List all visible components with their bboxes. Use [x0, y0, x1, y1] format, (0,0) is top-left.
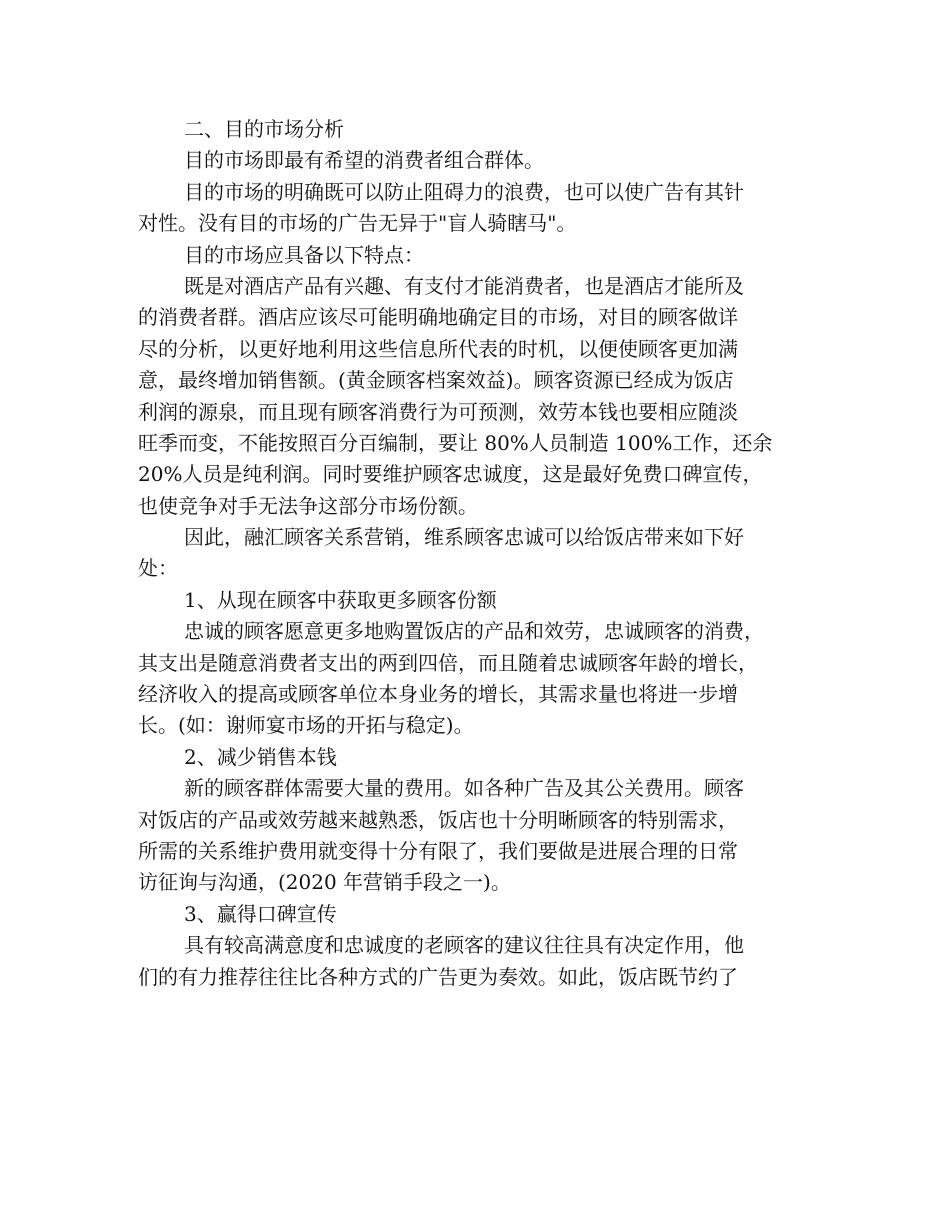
subsection-heading: 3、赢得口碑宣传 — [184, 901, 337, 926]
paragraph-line: 因此，融汇顾客关系营销，维系顾客忠诚可以给饭店带来如下好 — [184, 525, 744, 550]
paragraph-line: 旺季而变，不能按照百分百编制，要让 80%人员制造 100%工作，还余 — [138, 430, 773, 455]
paragraph-line: 目的市场应具备以下特点： — [184, 242, 424, 267]
paragraph-line: 目的市场即最有希望的消费者组合群体。 — [184, 148, 544, 173]
paragraph-line: 既是对酒店产品有兴趣、有支付才能消费者，也是酒店才能所及 — [184, 273, 744, 298]
paragraph-line: 利润的源泉，而且现有顾客消费行为可预测，效劳本钱也要相应随淡 — [138, 399, 738, 424]
paragraph-line: 忠诚的顾客愿意更多地购置饭店的产品和效劳，忠诚顾客的消费， — [184, 619, 764, 644]
subsection-heading: 2、减少销售本钱 — [184, 744, 337, 769]
paragraph-line: 新的顾客群体需要大量的费用。如各种广告及其公关费用。顾客 — [184, 776, 744, 801]
paragraph-line: 经济收入的提高或顾客单位本身业务的增长，其需求量也将进一步增 — [138, 682, 738, 707]
paragraph-line: 20%人员是纯利润。同时要维护顾客忠诚度，这是最好免费口碑宣传， — [138, 462, 763, 487]
paragraph-line: 目的市场的明确既可以防止阻碍力的浪费，也可以使广告有其针 — [184, 179, 744, 204]
paragraph-line: 其支出是随意消费者支出的两到四倍，而且随着忠诚顾客年龄的增长， — [138, 650, 758, 675]
subsection-heading: 1、从现在顾客中获取更多顾客份额 — [184, 587, 497, 612]
document-body — [138, 114, 822, 993]
paragraph-line: 尽的分析，以更好地利用这些信息所代表的时机，以便使顾客更加满 — [138, 336, 738, 361]
paragraph-line: 意，最终增加销售额。(黄金顾客档案效益)。顾客资源已经成为饭店 — [138, 368, 734, 393]
paragraph-line: 的消费者群。酒店应该尽可能明确地确定目的市场，对目的顾客做详 — [138, 305, 738, 330]
paragraph-line: 对饭店的产品或效劳越来越熟悉，饭店也十分明晰顾客的特别需求， — [138, 807, 738, 832]
paragraph-line: 长。(如：谢师宴市场的开拓与稳定)。 — [138, 713, 474, 738]
paragraph-line: 们的有力推荐往往比各种方式的广告更为奏效。如此，饭店既节约了 — [138, 964, 738, 989]
paragraph-line: 具有较高满意度和忠诚度的老顾客的建议往往具有决定作用，他 — [184, 933, 744, 958]
paragraph-line: 对性。没有目的市场的广告无异于"盲人骑瞎马"。 — [138, 211, 577, 236]
paragraph-line: 处： — [138, 556, 178, 581]
paragraph-line: 也使竞争对手无法争这部分市场份额。 — [138, 493, 478, 518]
paragraph-line: 所需的关系维护费用就变得十分有限了，我们要做是进展合理的日常 — [138, 838, 738, 863]
section-heading: 二、目的市场分析 — [184, 117, 344, 141]
paragraph-line: 访征询与沟通，(2020 年营销手段之一)。 — [138, 870, 511, 895]
